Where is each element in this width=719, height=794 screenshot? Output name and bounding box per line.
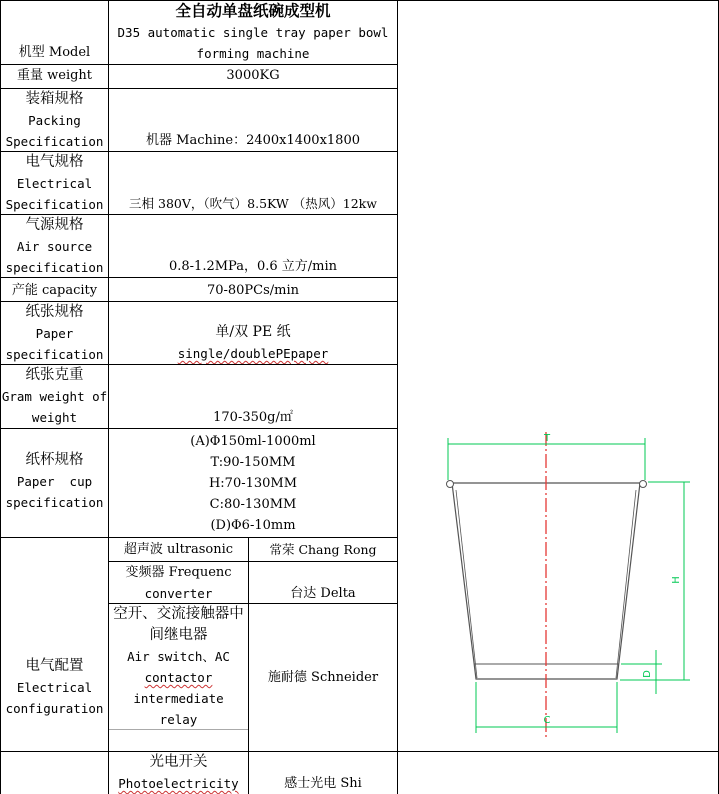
grid-line xyxy=(397,0,398,794)
cup-inner-wall xyxy=(456,490,477,678)
switch-brand: 施耐德 Schneider xyxy=(267,670,379,685)
ultrasonic-item: 超声波 ultrasonic xyxy=(123,542,234,557)
frequency-converter-brand: 台达 Delta xyxy=(290,586,356,601)
packing-value: 机器 Machine：2400x1400x1800 xyxy=(146,133,360,148)
grid-line xyxy=(0,537,398,538)
cup-rim-curl xyxy=(447,481,454,488)
dimension-d-label: D xyxy=(642,670,653,678)
packing-label: 装箱规格 Packing Specification xyxy=(5,91,104,149)
config-label: 电气配置 Electrical configuration xyxy=(5,658,104,716)
model-value: D35 automatic single tray paper bowl forming machine xyxy=(117,25,389,61)
frequency-converter-item: 变频器 Frequenc converter xyxy=(125,565,232,601)
electrical-value: 三相 380V，（吹气）8.5KW （热风）12kw xyxy=(129,196,377,211)
machine-title: 全自动单盘纸碗成型机 xyxy=(175,2,331,20)
cup-values: (A)Φ150ml-1000ml T:90-150MM H:70-130MM C:80-130MM (D)Φ6-10mm xyxy=(190,434,316,533)
ultrasonic-brand: 常荣 Chang Rong xyxy=(269,542,377,557)
cup-rim-curl xyxy=(640,481,647,488)
dimension-c-label: C xyxy=(543,715,551,726)
paper-label: 纸张规格 Paper specification xyxy=(5,304,104,362)
capacity-value: 70-80PCs/min xyxy=(206,283,300,298)
weight-value: 3000KG xyxy=(226,68,280,83)
gram-label: 纸张克重 Gram weight of weight xyxy=(1,367,108,425)
air-value: 0.8-1.2MPa，0.6 立方/min xyxy=(168,259,337,274)
switch-item: 空开、交流接触器中 间继电器 Air switch、AC contactor intermediate relay xyxy=(113,606,244,727)
model-label: 机型 Model xyxy=(18,45,91,60)
photoelectric-item: 光电开关 Photoelectricity xyxy=(118,754,239,791)
gram-value: 170-350g/㎡ xyxy=(213,410,293,425)
weight-label: 重量 weight xyxy=(16,68,93,83)
grid-line xyxy=(248,537,249,794)
dimension-h-label: H xyxy=(671,576,682,584)
electrical-label: 电气规格 Electrical Specification xyxy=(5,154,104,212)
cup-inner-wall xyxy=(616,490,636,678)
capacity-label: 产能 capacity xyxy=(11,283,98,298)
grid-line xyxy=(0,428,398,429)
photoelectric-brand: 感士光电 Shi xyxy=(284,776,362,791)
grid-line xyxy=(0,277,398,278)
paper-value: 单/双 PE 纸 single/doublePEpaper xyxy=(177,324,329,361)
dimension-t-label: T xyxy=(543,433,551,444)
cup-body xyxy=(452,483,640,679)
cup-label: 纸杯规格 Paper cup specification xyxy=(5,452,104,510)
air-label: 气源规格 Air source specification xyxy=(5,217,104,275)
